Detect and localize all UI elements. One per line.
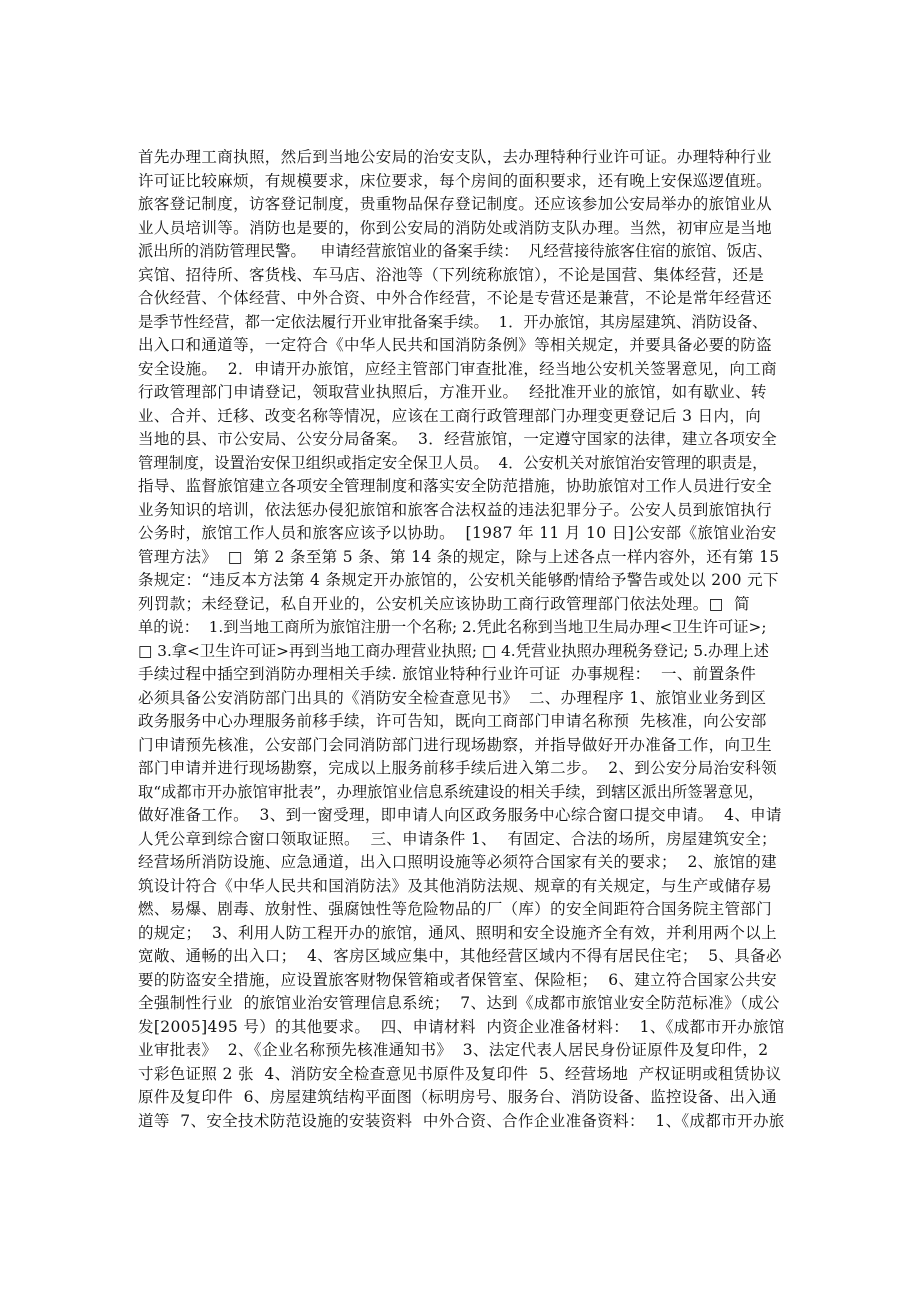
- paragraph-line: 的规定； 3、利用人防工程开办的旅馆，通风、照明和安全设施齐全有效，并利用两个以上: [138, 923, 777, 942]
- paragraph-line: 取“成都市开办旅馆审批表”，办理旅馆业信息系统建设的相关手续，到辖区派出所签署意见，: [138, 782, 764, 801]
- paragraph-line: 列罚款；未经登记，私自开业的，公安机关应该协助工商行政管理部门依法处理。□ 简: [138, 594, 751, 613]
- paragraph-line: 单的说： 1.到当地工商所为旅馆注册一个名称; 2.凭此名称到当地卫生局办理<卫生许可证>;: [138, 618, 767, 636]
- paragraph-line: 原件及复印件 6、房屋建筑结构平面图（标明房号、服务台、消防设备、监控设备、出入通: [138, 1088, 777, 1106]
- paragraph-line: 条规定：“违反本方法第 4 条规定开办旅馆的，公安机关能够酌情给予警告或处以 200 元下: [138, 571, 779, 589]
- paragraph-line: 首先办理工商执照，然后到当地公安局的治安支队，去办理特种行业许可证。办理特种行业: [138, 148, 773, 166]
- paragraph-line: 管理制度，设置治安保卫组织或指定安全保卫人员。 4．公安机关对旅馆治安管理的职责是，: [138, 453, 768, 472]
- paragraph-line: 部门申请并进行现场勘察，完成以上服务前移手续后进入第二步。 2、到公安分局治安科领: [138, 759, 777, 777]
- paragraph-line: 宾馆、招待所、客货栈、车马店、浴池等（下列统称旅馆），不论是国营、集体经营，还是: [138, 265, 765, 284]
- paragraph-line: 业人员培训等。消防也是要的，你到公安局的消防处或消防支队办理。当然，初审应是当地: [138, 218, 773, 237]
- paragraph-line: 寸彩色证照 2 张 4、消防安全检查意见书原件及复印件 5、经营场地 产权证明或租赁协议: [138, 1064, 782, 1083]
- paragraph-line: 指导、监督旅馆建立各项安全管理制度和落实安全防范措施，协助旅馆对工作人员进行安全: [138, 477, 773, 495]
- document-body-text: [138, 146, 786, 1133]
- paragraph-line: 当地的县、市公安局、公安分局备案。 3．经营旅馆，一定遵守国家的法律，建立各项安全: [138, 430, 777, 448]
- paragraph-line: 经营场所消防设施、应急通道，出入口照明设施等必须符合国家有关的要求； 2、旅馆的建: [138, 853, 777, 871]
- paragraph-line: 必须具备公安消防部门出具的《消防安全检查意见书》 二、办理程序 1、旅馆业业务到区: [138, 688, 767, 707]
- paragraph-line: 门申请预先核准，公安部门会同消防部门进行现场勘察，并指导做好开办准备工作，向卫生: [138, 735, 773, 754]
- paragraph-line: 许可证比较麻烦，有规模要求，床位要求，每个房间的面积要求，还有晚上安保巡逻值班。: [138, 171, 773, 190]
- paragraph-line: □ 3.拿<卫生许可证>再到当地工商办理营业执照; □ 4.凭营业执照办理税务登记; 5.办理上述: [138, 641, 769, 660]
- paragraph-line: 全强制性行业 的旅馆业治安管理信息系统； 7、达到《成都市旅馆业安全防范标准》（成公: [138, 994, 780, 1012]
- paragraph-line: 宽敞、通畅的出入口； 4、客房区域应集中，其他经营区域内不得有居民住宅； 5、具备必: [138, 947, 782, 965]
- paragraph-line: 出入口和通道等，一定符合《中华人民共和国消防条例》等相关规定，并要具备必要的防盗: [138, 336, 773, 354]
- paragraph-line: 派出所的消防管理民警。 申请经营旅馆业的备案手续： 凡经营接待旅客住宿的旅馆、饭店、: [138, 242, 773, 260]
- paragraph-line: 业、合并、迁移、改变名称等情况，应该在工商行政管理部门办理变更登记后 3 日内，向: [138, 406, 762, 425]
- paragraph-line: 是季节性经营，都一定依法履行开业审批备案手续。 1．开办旅馆，其房屋建筑、消防设备、: [138, 312, 768, 331]
- paragraph-line: 合伙经营、个体经营、中外合资、中外合作经营，不论是专营还是兼营，不论是常年经营还: [138, 289, 773, 307]
- paragraph-line: 人凭公章到综合窗口领取证照。 三、申请条件 1、 有固定、合法的场所，房屋建筑安全；: [138, 829, 777, 848]
- paragraph-line: 业审批表》 2、《企业名称预先核准通知书》 3、法定代表人居民身份证原件及复印件，2: [138, 1041, 769, 1059]
- paragraph-line: 业务知识的培训，依法惩办侵犯旅馆和旅客合法权益的违法犯罪分子。公安人员到旅馆执行: [138, 500, 773, 519]
- paragraph-line: 安全设施。 2．申请开办旅馆，应经主管部门审查批准，经当地公安机关签署意见，向工商: [138, 359, 777, 378]
- paragraph-line: 公务时，旅馆工作人员和旅客应该予以协助。 [1987 年 11 月 10 日]公安部《旅馆业治安: [138, 524, 777, 542]
- paragraph-line: 要的防盗安全措施，应设置旅客财物保管箱或者保管室、保险柜； 6、建立符合国家公共安: [138, 970, 777, 989]
- paragraph-line: 发[2005]495 号）的其他要求。 四、申请材料 内资企业准备材料： 1、《成都市开办旅馆: [138, 1017, 785, 1036]
- paragraph-line: 筑设计符合《中华人民共和国消防法》及其他消防法规、规章的有关规定，与生产或储存易: [138, 876, 773, 895]
- paragraph-line: 旅客登记制度，访客登记制度，贵重物品保存登记制度。还应该参加公安局举办的旅馆业从: [138, 195, 773, 213]
- paragraph-line: 燃、易爆、剧毒、放射性、强腐蚀性等危险物品的厂（库）的安全间距符合国务院主管部门: [138, 900, 773, 918]
- paragraph-line: 政务服务中心办理服务前移手续，许可告知，既向工商部门申请名称预 先核准，向公安部: [138, 712, 767, 730]
- paragraph-line: 做好准备工作。 3、到一窗受理，即申请人向区政务服务中心综合窗口提交申请。 4、申请: [138, 806, 782, 824]
- paragraph-line: 道等 7、安全技术防范设施的安装资料 中外合资、合作企业准备资料： 1、《成都市开办旅: [138, 1111, 785, 1130]
- paragraph-line: 手续过程中插空到消防办理相关手续. 旅馆业特种行业许可证 办事规程： 一、前置条件: [138, 665, 757, 683]
- paragraph-line: 管理方法》 □ 第 2 条至第 5 条、第 14 条的规定，除与上述各点一样内容外，还有第 15: [138, 547, 780, 566]
- paragraph-line: 行政管理部门申请登记，领取营业执照后，方准开业。 经批准开业的旅馆，如有歇业、转: [138, 383, 767, 401]
